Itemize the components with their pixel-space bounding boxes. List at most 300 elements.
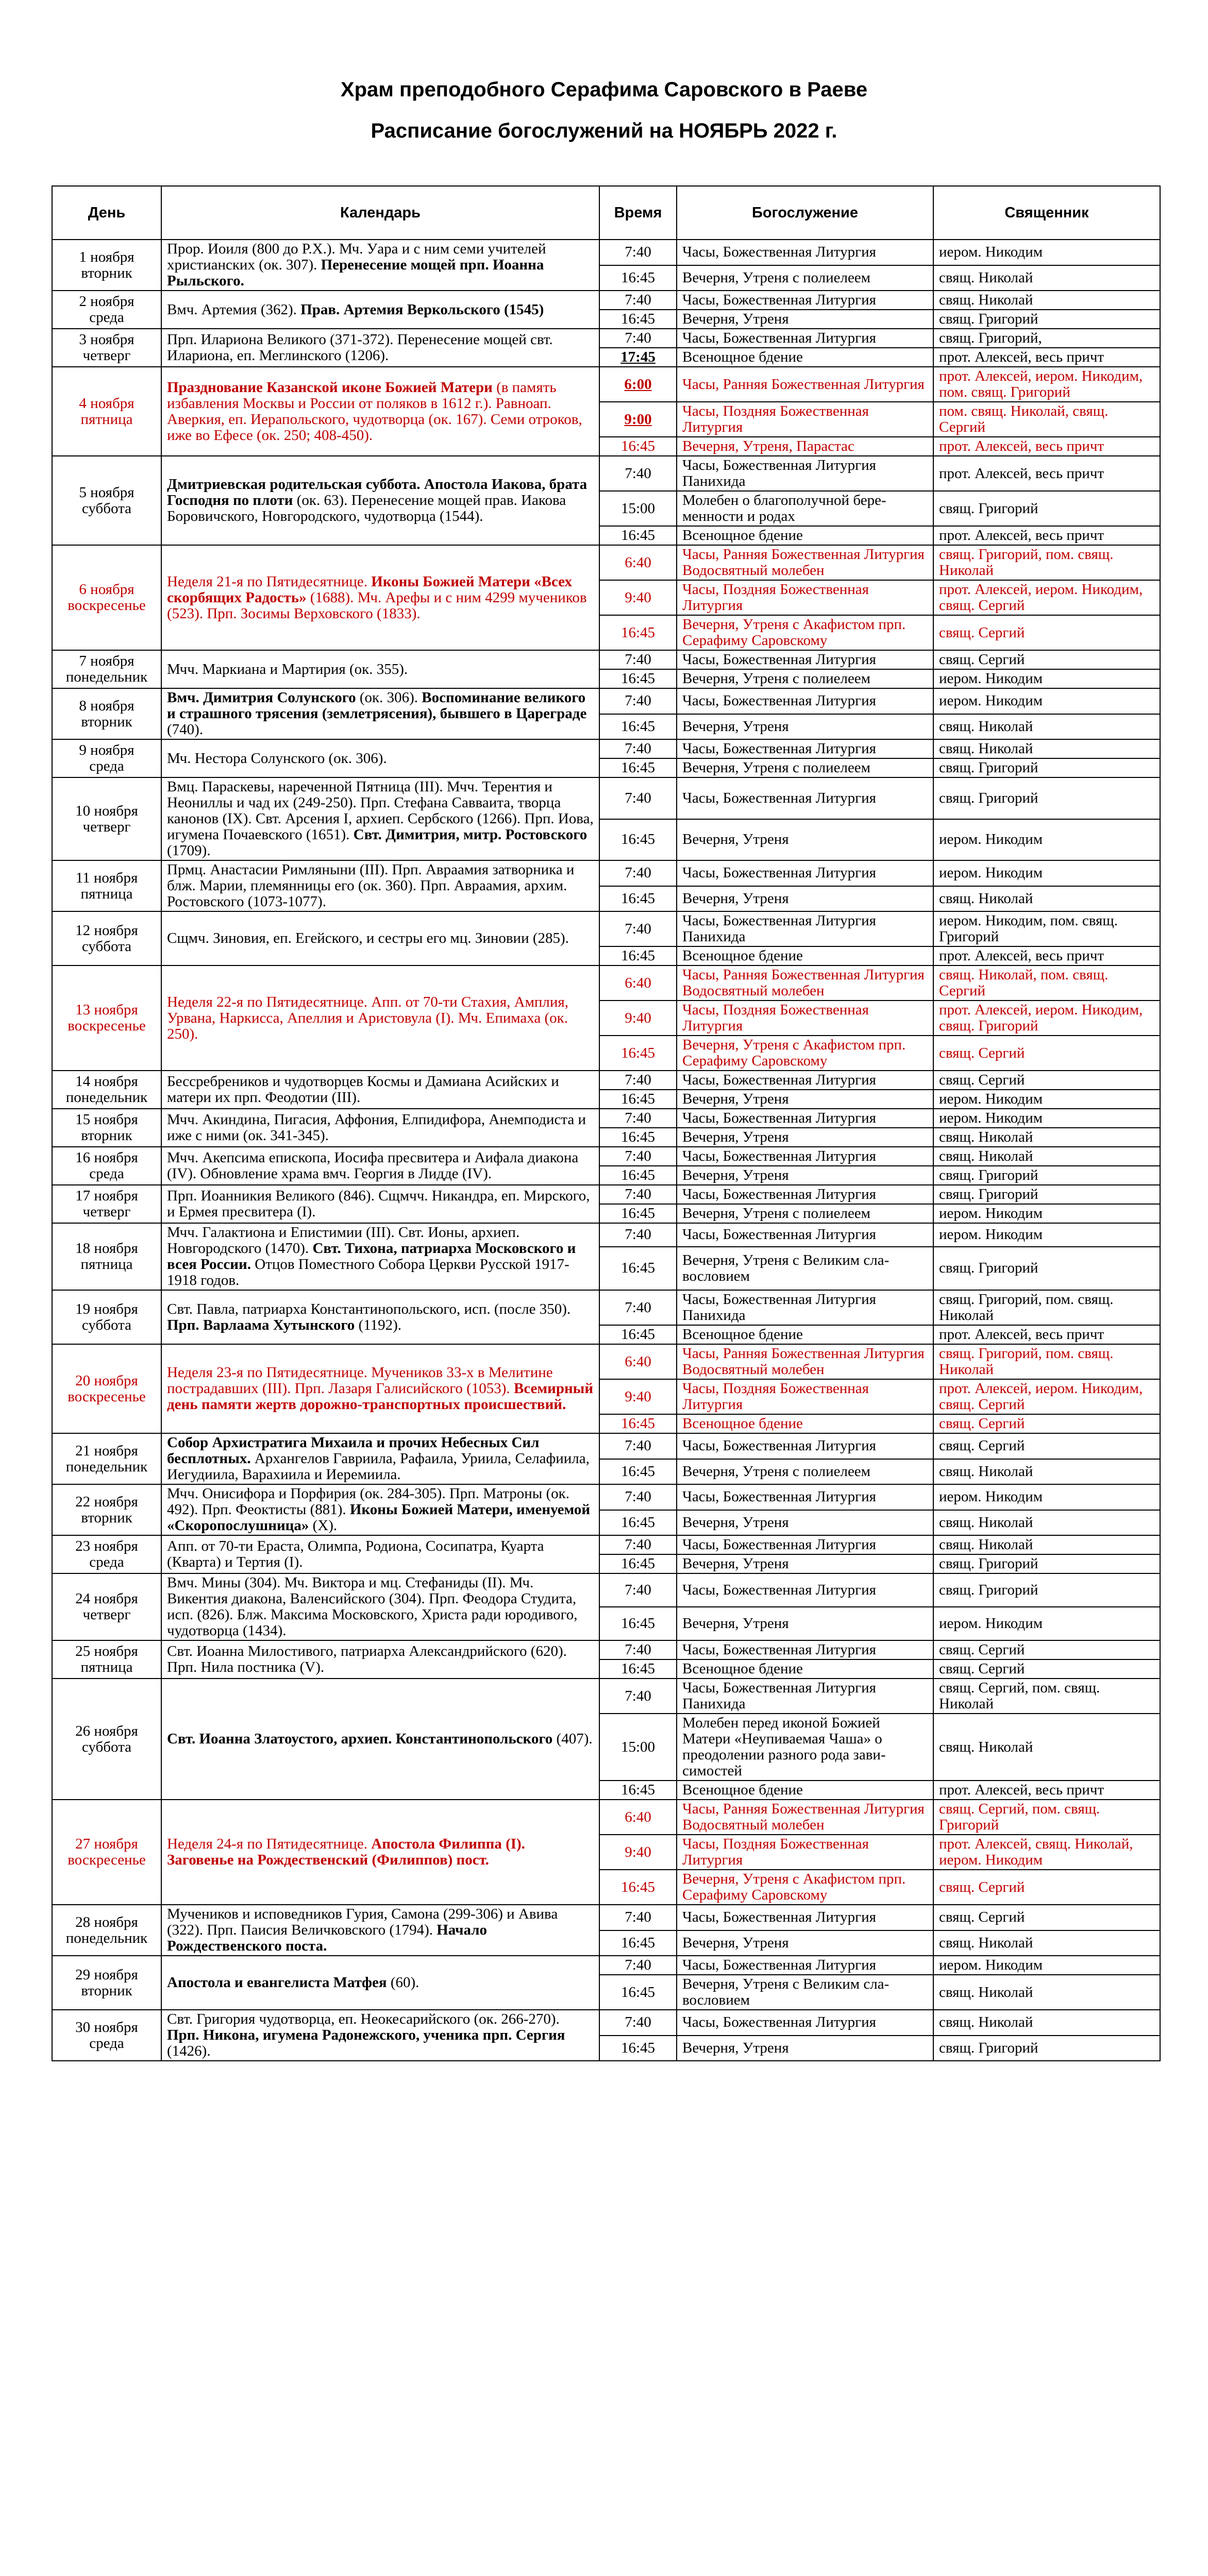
- day-cell: [52, 1433, 161, 1484]
- service-time: 7:40: [599, 1147, 677, 1166]
- service-name: Часы, Божественная Литургия: [677, 329, 933, 348]
- calendar-text: Мчч. Акепсима епископа, Иосифа пресвитера и Аифала диакона (IV). Обновление храма вмч. Георгия в Лидде (IV).: [167, 1149, 579, 1182]
- day-cell: [52, 1109, 161, 1147]
- priest-name: свящ. Григорий: [933, 1573, 1160, 1607]
- service-time: 6:00: [599, 367, 677, 402]
- priest-name: свящ. Николай: [933, 886, 1160, 912]
- calendar-cell: [161, 1071, 599, 1109]
- calendar-text: Всемирный день памяти жертв дорожно-транспортных происшествий.: [167, 1380, 594, 1413]
- column-header: Богослужение: [677, 186, 933, 240]
- calendar-text: Вмч. Артемия (362).: [167, 301, 297, 318]
- table-row: [52, 1956, 1160, 1975]
- day-weekday: понедельник: [65, 669, 148, 685]
- service-name: Вечерня, Утреня с Великим славословием: [677, 1247, 933, 1290]
- priest-name: прот. Алексей, свящ. Николай, иером. Никодим: [933, 1835, 1160, 1870]
- day-cell: [52, 329, 161, 367]
- day-cell: [52, 545, 161, 650]
- service-name: Вечерня, Утреня с Акафистом прп. Серафиму Саровскому: [677, 615, 933, 650]
- day-weekday: воскресенье: [68, 1852, 146, 1868]
- calendar-text: (1192).: [358, 1316, 402, 1333]
- calendar-cell: [161, 1535, 599, 1573]
- day-date: 4 ноября: [79, 395, 135, 412]
- priest-name: свящ. Николай: [933, 739, 1160, 758]
- service-time: 16:45: [599, 1247, 677, 1290]
- service-name: Часы, Ранняя Божественная Литургия Водосвятный молебен: [677, 1344, 933, 1379]
- priest-name: свящ. Сергий: [933, 650, 1160, 669]
- day-weekday: пятница: [80, 1256, 133, 1273]
- day-weekday: пятница: [80, 1659, 133, 1675]
- service-time: 16:45: [599, 1554, 677, 1573]
- table-row: [52, 545, 1160, 580]
- service-name: Часы, Божественная Литургия Панихида: [677, 1679, 933, 1714]
- service-time: 9:40: [599, 1835, 677, 1870]
- day-date: 5 ноября: [79, 484, 135, 501]
- table-row: [52, 1344, 1160, 1379]
- service-time: 16:45: [599, 1204, 677, 1223]
- service-time: 7:40: [599, 456, 677, 491]
- calendar-text: Прп. Никона, игумена Радонежского, ученика прп. Сергия: [167, 2027, 565, 2043]
- service-name: Часы, Поздняя Божественная Литургия: [677, 1379, 933, 1414]
- calendar-text: Вмч. Мины (304). Мч. Виктора и мц. Стефаниды (II). Мч. Викентия диакона, Валенсийского (304). Прп. Феодора Студита, исп. (826). Блж. Максима Московского, Христа ради юродивого, чудотворца (1434).: [167, 1574, 578, 1639]
- calendar-text: (X).: [312, 1517, 338, 1534]
- table-row: [52, 367, 1160, 402]
- priest-name: иером. Никодим: [933, 1109, 1160, 1128]
- service-name: Вечерня, Утреня с полиелеем: [677, 265, 933, 291]
- day-weekday: четверг: [82, 347, 131, 364]
- priest-name: пом. свящ. Николай, свящ. Сергий: [933, 402, 1160, 437]
- service-name: Часы, Божественная Литургия: [677, 1640, 933, 1659]
- table-row: [52, 1071, 1160, 1090]
- day-date: 1 ноября: [79, 248, 135, 265]
- day-date: 7 ноября: [79, 653, 135, 669]
- priest-name: прот. Алексей, весь причт: [933, 1781, 1160, 1800]
- priest-name: свящ. Николай: [933, 1147, 1160, 1166]
- service-time: 7:40: [599, 1433, 677, 1459]
- priest-name: иером. Никодим: [933, 1090, 1160, 1109]
- day-cell: [52, 1535, 161, 1573]
- service-time: 7:40: [599, 2010, 677, 2036]
- table-row: [52, 1640, 1160, 1659]
- day-weekday: четверг: [82, 1204, 131, 1220]
- calendar-cell: [161, 1433, 599, 1484]
- priest-name: свящ. Григорий: [933, 310, 1160, 329]
- service-name: Часы, Божественная Литургия: [677, 1071, 933, 1090]
- day-cell: [52, 1344, 161, 1433]
- service-time: 7:40: [599, 1484, 677, 1510]
- day-cell: [52, 456, 161, 545]
- service-name: Всенощное бдение: [677, 946, 933, 965]
- calendar-cell: [161, 1679, 599, 1800]
- day-weekday: вторник: [81, 1127, 132, 1144]
- calendar-text: Иконы Божией Матери «Всех скорбящих Радость»: [167, 573, 572, 606]
- service-name: Часы, Божественная Литургия: [677, 1109, 933, 1128]
- priest-name: свящ. Сергий, пом. свящ. Григорий: [933, 1800, 1160, 1835]
- priest-name: прот. Алексей, весь причт: [933, 348, 1160, 367]
- service-name: Вечерня, Утреня: [677, 2036, 933, 2061]
- service-time: 17:45: [599, 348, 677, 367]
- service-time: 16:45: [599, 265, 677, 291]
- service-time: 16:45: [599, 615, 677, 650]
- day-cell: [52, 739, 161, 777]
- service-time: 9:40: [599, 580, 677, 615]
- table-row: [52, 777, 1160, 819]
- service-time: 7:40: [599, 329, 677, 348]
- service-time: 7:40: [599, 1956, 677, 1975]
- service-time: 9:40: [599, 1001, 677, 1036]
- table-row: [52, 456, 1160, 491]
- calendar-cell: [161, 1185, 599, 1223]
- day-cell: [52, 1290, 161, 1344]
- service-time: 16:45: [599, 1459, 677, 1485]
- calendar-text: Свт. Димитрия, митр. Ростовского: [353, 826, 588, 843]
- calendar-cell: [161, 911, 599, 965]
- calendar-text: Неделя 22-я по Пятидесятнице.: [167, 993, 368, 1010]
- service-time: 9:40: [599, 1379, 677, 1414]
- service-time: 7:40: [599, 777, 677, 819]
- service-name: Часы, Божественная Литургия: [677, 777, 933, 819]
- day-date: 23 ноября: [75, 1538, 138, 1554]
- service-name: Часы, Божественная Литургия Панихида: [677, 911, 933, 946]
- table-row: [52, 739, 1160, 758]
- service-name: Молебен перед иконой Божией Матери «Неупиваемая Чаша» о преодолении разного рода зависимостей: [677, 1714, 933, 1781]
- day-cell: [52, 1147, 161, 1185]
- service-time: 6:40: [599, 545, 677, 580]
- calendar-text: Мучеников и исповедников Гурия, Самона (299-306) и Авива (322). Прп. Паисия Величковского (1794).: [167, 1906, 558, 1938]
- day-date: 11 ноября: [75, 869, 138, 886]
- service-time: 16:45: [599, 714, 677, 740]
- column-header: Время: [599, 186, 677, 240]
- service-name: Часы, Божественная Литургия: [677, 1535, 933, 1554]
- calendar-text: Свт. Иоанна Милостивого, патриарха Александрийского (620). Прп. Нила постника (V).: [167, 1643, 567, 1675]
- service-time: 6:40: [599, 1800, 677, 1835]
- day-weekday: среда: [89, 309, 124, 326]
- day-date: 8 ноября: [79, 697, 135, 714]
- priest-name: иером. Никодим: [933, 669, 1160, 688]
- priest-name: свящ. Григорий: [933, 758, 1160, 777]
- calendar-text: Прор. Иоиля (800 до Р.Х.). Мч. Уара и с ним семи учителей христианских (ок. 307).: [167, 241, 546, 273]
- calendar-text: Дмитриевская родительская суббота.: [167, 476, 421, 493]
- calendar-text: Свт. Григория чудотворца, еп. Неокесарийского (ок. 266-270).: [167, 2011, 560, 2027]
- calendar-text: Мчч. Акиндина, Пигасия, Аффония, Елпидифора, Анемподиста и иже с ними (ок. 341-345).: [167, 1111, 586, 1144]
- priest-name: прот. Алексей, весь причт: [933, 1325, 1160, 1344]
- priest-name: прот. Алексей, иером. Никодим, свящ. Сергий: [933, 1379, 1160, 1414]
- priest-name: свящ. Григорий: [933, 1247, 1160, 1290]
- priest-name: свящ. Николай: [933, 291, 1160, 310]
- priest-name: свящ. Сергий: [933, 1870, 1160, 1905]
- service-time: 7:40: [599, 739, 677, 758]
- calendar-text: Мчч. Маркиана и Мартирия (ок. 355).: [167, 660, 408, 677]
- service-time: 16:45: [599, 819, 677, 861]
- priest-name: прот. Алексей, иером. Никодим, свящ. Сергий: [933, 580, 1160, 615]
- calendar-text: Мчч. Галактиона и Епистимии (III). Свт. Ионы, архиеп. Новгородского (1470).: [167, 1224, 520, 1257]
- service-time: 16:45: [599, 1036, 677, 1071]
- priest-name: свящ. Григорий: [933, 1166, 1160, 1185]
- priest-name: иером. Никодим: [933, 1484, 1160, 1510]
- column-header: Священник: [933, 186, 1160, 240]
- calendar-cell: [161, 1109, 599, 1147]
- calendar-text: (1688). Мч. Арефы и с ним 4299 мучеников (523). Прп. Зосимы Верховского (1833).: [167, 589, 587, 622]
- priest-name: свящ. Николай: [933, 1975, 1160, 2010]
- calendar-cell: [161, 1344, 599, 1433]
- service-name: Вечерня, Утреня: [677, 310, 933, 329]
- service-name: Вечерня, Утреня с полиелеем: [677, 1459, 933, 1485]
- table-row: [52, 240, 1160, 265]
- day-weekday: пятница: [80, 411, 133, 428]
- priest-name: свящ. Григорий: [933, 1554, 1160, 1573]
- day-date: 6 ноября: [79, 581, 135, 598]
- service-time: 16:45: [599, 1414, 677, 1433]
- day-cell: [52, 911, 161, 965]
- service-time: 16:45: [599, 1166, 677, 1185]
- service-time: 16:45: [599, 669, 677, 688]
- table-row: [52, 1535, 1160, 1554]
- calendar-cell: [161, 1956, 599, 2010]
- day-date: 19 ноября: [75, 1300, 138, 1317]
- service-time: 16:45: [599, 437, 677, 456]
- priest-name: прот. Алексей, весь причт: [933, 437, 1160, 456]
- day-weekday: понедельник: [65, 1929, 148, 1946]
- table-row: [52, 2010, 1160, 2036]
- table-row: [52, 1905, 1160, 1930]
- service-name: Часы, Поздняя Божественная Литургия: [677, 580, 933, 615]
- priest-name: свящ. Григорий: [933, 777, 1160, 819]
- priest-name: свящ. Николай, пом. свящ. Сергий: [933, 965, 1160, 1001]
- day-date: 25 ноября: [75, 1643, 138, 1659]
- service-time: 7:40: [599, 911, 677, 946]
- priest-name: прот. Алексей, весь причт: [933, 526, 1160, 545]
- service-time: 7:40: [599, 1905, 677, 1930]
- priest-name: свящ. Николай: [933, 1535, 1160, 1554]
- calendar-cell: [161, 1147, 599, 1185]
- service-name: Часы, Божественная Литургия: [677, 1185, 933, 1204]
- calendar-cell: [161, 1800, 599, 1905]
- day-date: 29 ноября: [75, 1966, 138, 1983]
- service-name: Молебен о благополучной беременности и родах: [677, 491, 933, 526]
- priest-name: свящ. Григорий, пом. свящ. Николай: [933, 1344, 1160, 1379]
- service-time: 7:40: [599, 1223, 677, 1247]
- service-time: 6:40: [599, 1344, 677, 1379]
- priest-name: свящ. Сергий: [933, 1071, 1160, 1090]
- priest-name: иером. Никодим: [933, 688, 1160, 714]
- calendar-text: Празднование Казанской иконе Божией Матери: [167, 379, 493, 396]
- day-weekday: вторник: [81, 713, 132, 730]
- day-date: 10 ноября: [75, 802, 138, 819]
- calendar-text: Прп. Варлаама Хутынского: [167, 1316, 355, 1333]
- priest-name: свящ. Григорий, пом. свящ. Николай: [933, 1290, 1160, 1325]
- service-name: Всенощное бдение: [677, 1414, 933, 1433]
- calendar-text: Прмц. Анастасии Римляныни (III). Прп. Авраамия затворника и блж. Марии, племянницы его (ок. 360). Прп. Авраамия, архим. Ростовского (1073-1077).: [167, 861, 575, 910]
- day-cell: [52, 1484, 161, 1535]
- calendar-text: Свт. Иоанна Златоустого, архиеп. Константинопольского: [167, 1731, 553, 1747]
- day-date: 26 ноября: [75, 1722, 138, 1739]
- priest-name: свящ. Григорий: [933, 1185, 1160, 1204]
- calendar-text: (1709).: [167, 842, 211, 859]
- day-cell: [52, 1905, 161, 1956]
- priest-name: свящ. Григорий, пом. свящ. Николай: [933, 545, 1160, 580]
- day-weekday: среда: [89, 2035, 124, 2052]
- day-weekday: воскресенье: [68, 1018, 146, 1034]
- calendar-cell: [161, 367, 599, 456]
- service-time: 16:45: [599, 526, 677, 545]
- day-cell: [52, 1185, 161, 1223]
- service-name: Вечерня, Утреня с Акафистом прп. Серафиму Саровскому: [677, 1036, 933, 1071]
- table-row: [52, 1679, 1160, 1714]
- service-name: Всенощное бдение: [677, 1781, 933, 1800]
- calendar-cell: [161, 240, 599, 291]
- day-cell: [52, 240, 161, 291]
- day-weekday: среда: [89, 1165, 124, 1182]
- day-date: 15 ноября: [75, 1111, 138, 1128]
- day-cell: [52, 777, 161, 860]
- day-cell: [52, 1800, 161, 1905]
- day-cell: [52, 1223, 161, 1290]
- day-weekday: вторник: [81, 1509, 132, 1526]
- calendar-text: Неделя 21-я по Пятидесятнице.: [167, 573, 368, 590]
- column-header: День: [52, 186, 161, 240]
- service-time: 16:45: [599, 1781, 677, 1800]
- service-name: Часы, Божественная Литургия: [677, 739, 933, 758]
- service-name: Всенощное бдение: [677, 1659, 933, 1679]
- service-name: Часы, Божественная Литургия: [677, 291, 933, 310]
- service-time: 16:45: [599, 1325, 677, 1344]
- calendar-text: Архангелов Гавриила, Рафаила, Уриила, Селафиила, Иегудиила, Варахиила и Иеремиила.: [167, 1450, 590, 1483]
- priest-name: свящ. Сергий: [933, 615, 1160, 650]
- priest-name: свящ. Сергий: [933, 1640, 1160, 1659]
- table-row: [52, 329, 1160, 348]
- service-time: 16:45: [599, 2036, 677, 2061]
- service-name: Всенощное бдение: [677, 348, 933, 367]
- page-title: Храм преподобного Серафима Саровского в Раеве: [340, 78, 868, 101]
- priest-name: свящ. Сергий, пом. свящ. Николай: [933, 1679, 1160, 1714]
- priest-name: иером. Никодим: [933, 1223, 1160, 1247]
- priest-name: свящ. Сергий: [933, 1414, 1160, 1433]
- service-time: 16:45: [599, 886, 677, 912]
- calendar-text: Неделя 24-я по Пятидесятнице.: [167, 1836, 368, 1852]
- calendar-text: Перенесение мощей прп. Иоанна Рыльского.: [167, 257, 544, 289]
- day-cell: [52, 860, 161, 911]
- service-time: 16:45: [599, 1659, 677, 1679]
- day-date: 17 ноября: [75, 1188, 138, 1204]
- service-name: Вечерня, Утреня с Акафистом прп. Серафиму Саровскому: [677, 1870, 933, 1905]
- table-header-row: [52, 186, 1160, 240]
- page-subtitle: Расписание богослужений на НОЯБРЬ 2022 г.: [371, 120, 837, 142]
- service-name: Часы, Божественная Литургия: [677, 240, 933, 265]
- priest-name: свящ. Николай: [933, 1714, 1160, 1781]
- service-name: Вечерня, Утреня: [677, 1090, 933, 1109]
- service-time: 7:40: [599, 1640, 677, 1659]
- priest-name: иером. Никодим: [933, 819, 1160, 861]
- service-name: Вечерня, Утреня: [677, 1128, 933, 1147]
- service-time: 16:45: [599, 1128, 677, 1147]
- priest-name: иером. Никодим: [933, 1607, 1160, 1640]
- calendar-text: Вмч. Димитрия Солунского: [167, 689, 356, 706]
- day-date: 30 ноября: [75, 2019, 138, 2036]
- table-row: [52, 688, 1160, 714]
- priest-name: свящ. Григорий: [933, 2036, 1160, 2061]
- service-name: Вечерня, Утреня: [677, 1510, 933, 1536]
- day-date: 12 ноября: [75, 922, 138, 939]
- calendar-cell: [161, 2010, 599, 2061]
- priest-name: иером. Никодим: [933, 1204, 1160, 1223]
- table-row: [52, 1147, 1160, 1166]
- service-time: 9:00: [599, 402, 677, 437]
- service-name: Вечерня, Утреня, Парастас: [677, 437, 933, 456]
- calendar-text: (740).: [167, 721, 204, 738]
- calendar-text: Апостола Иакова, брата Господня по плоти: [167, 476, 588, 509]
- calendar-text: Мч. Нестора Солунского (ок. 306).: [167, 750, 387, 767]
- service-time: 6:40: [599, 965, 677, 1001]
- day-date: 18 ноября: [75, 1240, 138, 1257]
- service-name: Часы, Поздняя Божественная Литургия: [677, 1001, 933, 1036]
- day-weekday: суббота: [81, 500, 132, 517]
- calendar-cell: [161, 329, 599, 367]
- day-cell: [52, 1640, 161, 1679]
- day-weekday: понедельник: [65, 1089, 148, 1106]
- service-name: Часы, Ранняя Божественная Литургия Водосвятный молебен: [677, 1800, 933, 1835]
- calendar-text: Апостола Филиппа (I). Заговенье на Рождественский (Филиппов) пост.: [167, 1836, 525, 1868]
- day-cell: [52, 650, 161, 688]
- priest-name: иером. Никодим, пом. свящ. Григорий: [933, 911, 1160, 946]
- calendar-text: Воспоминание великого и страшного трясения (землетрясения), бывшего в Цареграде: [167, 689, 587, 722]
- service-time: 7:40: [599, 1573, 677, 1607]
- table-row: [52, 291, 1160, 310]
- service-name: Вечерня, Утреня: [677, 1930, 933, 1956]
- schedule-table: [52, 185, 1161, 2061]
- day-cell: [52, 1071, 161, 1109]
- day-date: 2 ноября: [79, 293, 135, 310]
- day-date: 16 ноября: [75, 1149, 138, 1166]
- day-cell: [52, 367, 161, 456]
- calendar-text: Апп. от 70-ти Ераста, Олимпа, Родиона, Сосипатра, Куарта (Кварта) и Тертия (I).: [167, 1538, 544, 1570]
- service-name: Часы, Ранняя Божественная Литургия Водосвятный молебен: [677, 965, 933, 1001]
- priest-name: иером. Никодим: [933, 240, 1160, 265]
- day-cell: [52, 965, 161, 1071]
- calendar-cell: [161, 1290, 599, 1344]
- service-name: Вечерня, Утреня с полиелеем: [677, 758, 933, 777]
- day-weekday: четверг: [82, 818, 131, 835]
- calendar-cell: [161, 860, 599, 911]
- service-name: Часы, Божественная Литургия: [677, 1147, 933, 1166]
- calendar-text: Прп. Илариона Великого (371-372). Перенесение мощей свт. Илариона, еп. Меглинского (1206).: [167, 331, 553, 364]
- service-time: 16:45: [599, 1510, 677, 1536]
- service-name: Часы, Божественная Литургия: [677, 688, 933, 714]
- day-cell: [52, 2010, 161, 2061]
- day-date: 14 ноября: [75, 1073, 138, 1090]
- service-name: Часы, Божественная Литургия: [677, 1223, 933, 1247]
- calendar-text: Сщмч. Зиновия, еп. Егейского, и сестры его мц. Зиновии (285).: [167, 930, 569, 946]
- priest-name: свящ. Николай: [933, 265, 1160, 291]
- calendar-cell: [161, 1905, 599, 1956]
- calendar-text: Собор Архистратига Михаила и прочих Небесных Сил бесплотных.: [167, 1434, 540, 1467]
- table-row: [52, 650, 1160, 669]
- calendar-text: (60).: [390, 1974, 420, 1991]
- calendar-text: (ок. 63). Перенесение мощей прав. Иакова Боровичского, Новгородского, чудотворца (1544).: [167, 492, 566, 524]
- table-row: [52, 1433, 1160, 1459]
- day-weekday: понедельник: [65, 1458, 148, 1475]
- calendar-cell: [161, 777, 599, 860]
- priest-name: свящ. Григорий,: [933, 329, 1160, 348]
- calendar-text: Вмц. Параскевы, нареченной Пятница (III). Мчч. Терентия и Неониллы и чад их (249-250). Прп. Стефана Савваита, творца канонов (IX). Свт. Арсения I, архиеп. Сербского (1266). Прп. Иова, игумена Почаевского (1651).: [167, 778, 594, 843]
- day-date: 9 ноября: [79, 742, 135, 758]
- service-time: 16:45: [599, 1090, 677, 1109]
- priest-name: свящ. Сергий: [933, 1036, 1160, 1071]
- service-time: 7:40: [599, 291, 677, 310]
- service-name: Часы, Поздняя Божественная Литургия: [677, 1835, 933, 1870]
- service-name: Часы, Божественная Литургия Панихида: [677, 1290, 933, 1325]
- day-weekday: суббота: [81, 1738, 132, 1755]
- priest-name: иером. Никодим: [933, 860, 1160, 886]
- schedule-body: [52, 240, 1160, 2061]
